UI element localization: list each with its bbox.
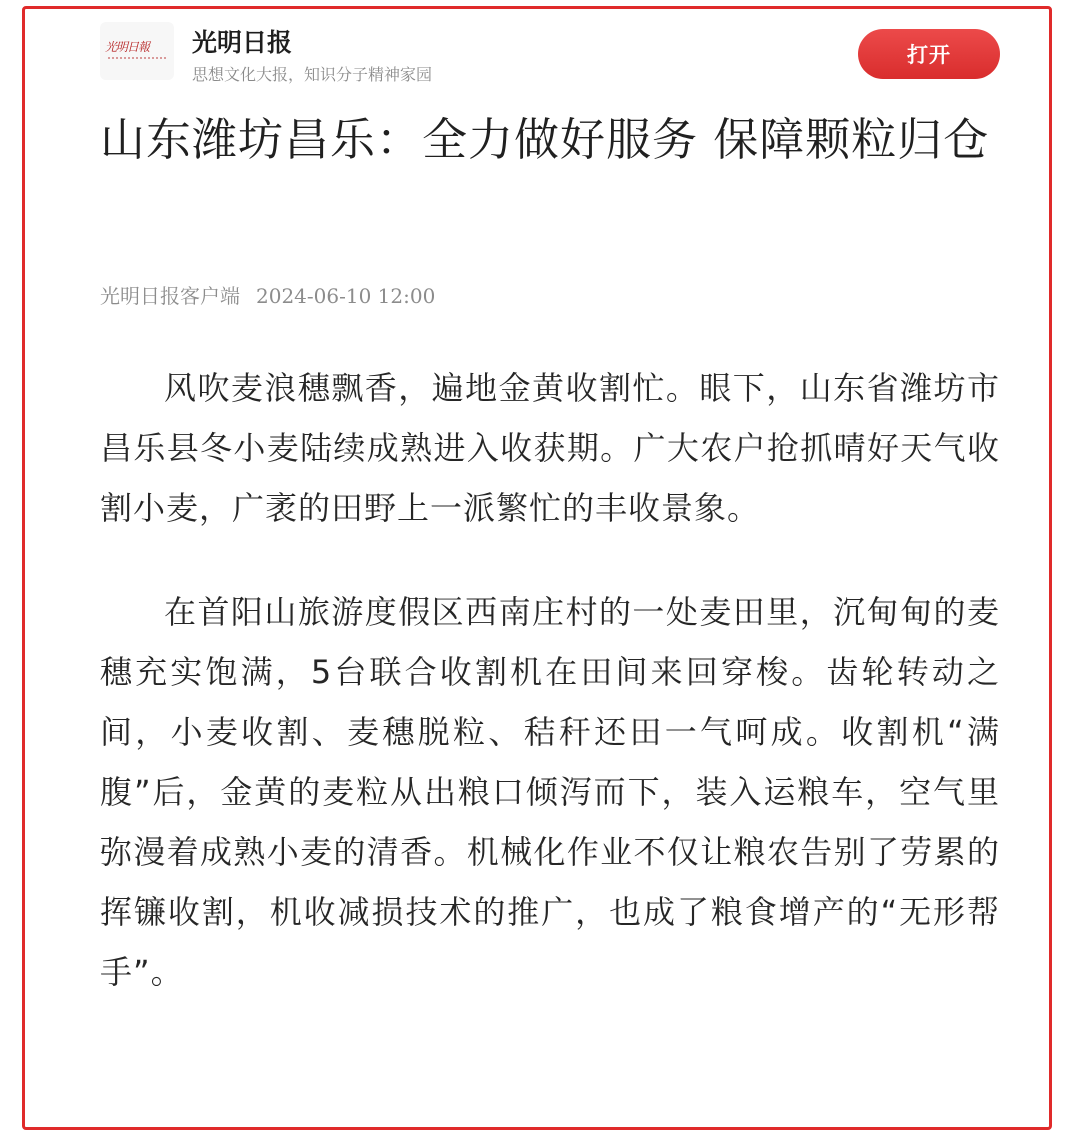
brand-name: 光明日报 [192, 28, 293, 57]
brand-slogan: 思想文化大报，知识分子精神家园 [192, 65, 433, 84]
logo-decoration [108, 57, 166, 59]
article-body [100, 358, 1000, 1002]
logo-lettering: 光明日報 [105, 40, 150, 54]
article-paragraph: 风吹麦浪穗飘香，遍地金黄收割忙。眼下，山东省潍坊市昌乐县冬小麦陆续成熟进入收获期。广大农户抢抓晴好天气收割小麦，广袤的田野上一派繁忙的丰收景象。 [100, 369, 1000, 527]
article-paragraph: 在首阳山旅游度假区西南庄村的一处麦田里，沉甸甸的麦穗充实饱满，5台联合收割机在田间来回穿梭。齿轮转动之间，小麦收割、麦穗脱粒、秸秆还田一气呵成。收割机“满腹”后，金黄的麦粒从出粮口倾泻而下，装入运粮车，空气里弥漫着成熟小麦的清香。机械化作业不仅让粮农告别了劳累的挥镰收割，机收减损技术的推广，也成了粮食增产的“无形帮手”。 [100, 593, 1000, 991]
article-title: 山东潍坊昌乐：全力做好服务 保障颗粒归仓 [100, 113, 990, 166]
newspaper-logo [100, 22, 174, 80]
article-meta [100, 280, 435, 309]
article-source: 光明日报客户端 [100, 284, 240, 308]
open-app-button[interactable]: 打开 [858, 29, 1000, 79]
article-date: 2024-06-10 12:00 [256, 284, 436, 308]
app-banner [100, 22, 1006, 84]
